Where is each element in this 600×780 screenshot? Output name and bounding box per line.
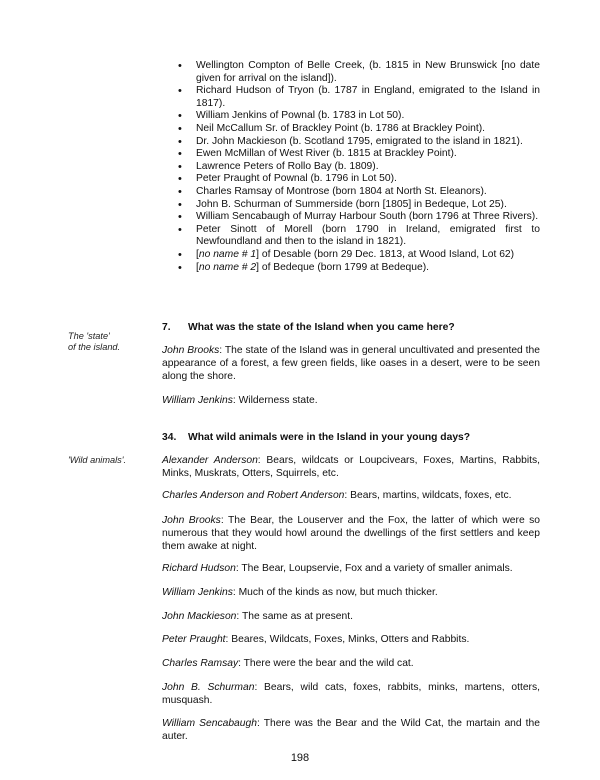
list-item: • William Sencabaugh of Murray Harbour South (born 1796 at Three Rivers). [178,211,540,224]
answer-paragraph: John Brooks: The state of the Island was in general uncultivated and presented the appearance of a forest, a few green fields, like oases in a desert, were to be seen along the shore. [162,345,540,382]
answer-paragraph: William Jenkins: Much of the kinds as now, but much thicker. [162,587,438,598]
list-item: • Ewen McMillan of West River (b. 1815 at Brackley Point). [178,148,540,161]
list-item: • Richard Hudson of Tryon (b. 1787 in England, emigrated to the Island in 1817). [178,85,540,110]
answer-paragraph: William Sencabaugh: There was the Bear and the Wild Cat, the martain and the auter. [162,718,540,742]
page-number: 198 [290,752,310,764]
question-7 [162,321,542,334]
question-text: What wild animals were in the Island in your young days? [188,432,471,443]
list-item: • [no name # 2] of Bedeque (born 1799 at Bedeque). [178,262,540,275]
question-text: What was the state of the Island when you came here? [188,322,455,333]
margin-note-state: The 'state' of the island. [68,331,121,352]
list-item: • William Jenkins of Pownal (b. 1783 in Lot 50). [178,110,540,123]
question-number: 34. [162,432,177,443]
list-item: • Dr. John Mackieson (b. Scotland 1795, emigrated to the island in 1821). [178,136,540,149]
informant-list [178,60,540,274]
list-item: • [no name # 1] of Desable (born 29 Dec. 1813, at Wood Island, Lot 62) [178,249,540,262]
answer-paragraph: Alexander Anderson: Bears, wildcats or Loupcivears, Foxes, Martins, Rabbits, Minks, Muskrats, Otters, Squirrels, etc. [162,455,540,479]
answer-paragraph: John Mackieson: The same as at present. [162,611,353,622]
question-number: 7. [162,322,171,333]
question-34 [162,431,542,444]
answer-paragraph: Peter Praught: Beares, Wildcats, Foxes, Minks, Otters and Rabbits. [162,634,470,645]
answer-paragraph: John Brooks: The Bear, the Louserver and the Fox, the latter of which were so numerous that they would howl around the dwellings of the first settlers and keep them awake at night. [162,515,540,552]
answer-paragraph: Charles Anderson and Robert Anderson: Bears, martins, wildcats, foxes, etc. [162,490,512,501]
margin-note-wild-animals: 'Wild animals'. [68,455,127,465]
answer-paragraph: Richard Hudson: The Bear, Loupservie, Fox and a variety of smaller animals. [162,563,513,574]
answer-paragraph: John B. Schurman: Bears, wild cats, foxes, rabbits, minks, martens, otters, musquash. [162,682,540,706]
answer-paragraph: William Jenkins: Wilderness state. [162,395,318,406]
list-item: • Peter Praught of Pownal (b. 1796 in Lot 50). [178,173,540,186]
list-item: • Charles Ramsay of Montrose (born 1804 at North St. Eleanors). [178,186,540,199]
list-item: • John B. Schurman of Summerside (born [1805] in Bedeque, Lot 25). [178,199,540,212]
list-item: • Neil McCallum Sr. of Brackley Point (b. 1786 at Brackley Point). [178,123,540,136]
list-item: • Wellington Compton of Belle Creek, (b. 1815 in New Brunswick [no date given for arrival on the island]). [178,60,540,85]
list-item: • Peter Sinott of Morell (born 1790 in Ireland, emigrated first to Newfoundland and then to the island in 1821). [178,224,540,249]
list-item: • Lawrence Peters of Rollo Bay (b. 1809). [178,161,540,174]
answer-paragraph: Charles Ramsay: There were the bear and the wild cat. [162,658,414,669]
